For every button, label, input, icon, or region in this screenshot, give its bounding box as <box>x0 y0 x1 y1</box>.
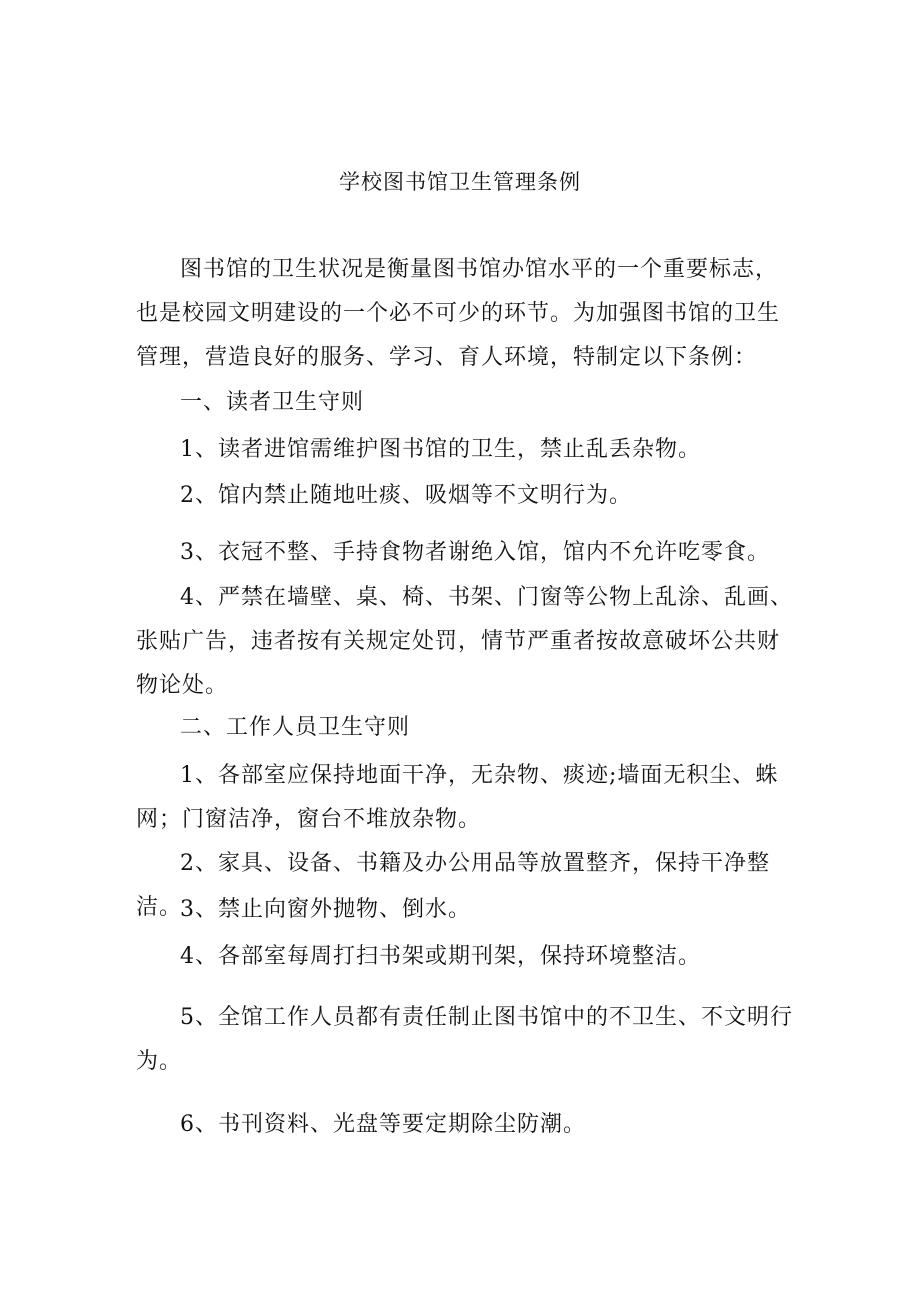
staff-rule-5: 5、全馆工作人员都有责任制止图书馆中的不卫生、不文明行为。 <box>136 1005 793 1074</box>
staff-rule-1: 1、各部室应保持地面干净，无杂物、痰迹;墙面无积尘、蛛网；门窗洁净，窗台不堆放杂物。 <box>136 763 779 832</box>
staff-rule-4: 4、各部室每周打扫书架或期刊架，保持环境整洁。 <box>180 944 701 969</box>
staff-rule-3: 3、禁止向窗外抛物、倒水。 <box>180 897 471 922</box>
reader-rule-1: 1、读者进馆需维护图书馆的卫生，禁止乱丢杂物。 <box>180 437 701 462</box>
section-heading-reader: 一、读者卫生守则 <box>180 390 365 415</box>
section-heading-staff: 二、工作人员卫生守则 <box>180 715 411 740</box>
intro-paragraph: 图书馆的卫生状况是衡量图书馆办馆水平的一个重要标志，也是校园文明建设的一个必不可少的环节。为加强图书馆的卫生管理，营造良好的服务、学习、育人环境，特制定以下条例： <box>136 257 781 370</box>
staff-rule-6: 6、书刊资料、光盘等要定期除尘防潮。 <box>180 1112 586 1137</box>
staff-rule-2: 2、家具、设备、书籍及办公用品等放置整齐，保持干净整洁。 <box>136 851 770 920</box>
reader-rule-3: 3、衣冠不整、手持食物者谢绝入馆，馆内不允许吃零食。 <box>180 540 770 565</box>
reader-rule-4: 4、严禁在墙壁、桌、椅、书架、门窗等公物上乱涂、乱画、张贴广告，违者按有关规定处罚，情节严重者按故意破坏公共财物论处。 <box>136 585 793 698</box>
document-title: 学校图书馆卫生管理条例 <box>339 170 581 194</box>
reader-rule-2: 2、馆内禁止随地吐痰、吸烟等不文明行为。 <box>180 483 632 508</box>
